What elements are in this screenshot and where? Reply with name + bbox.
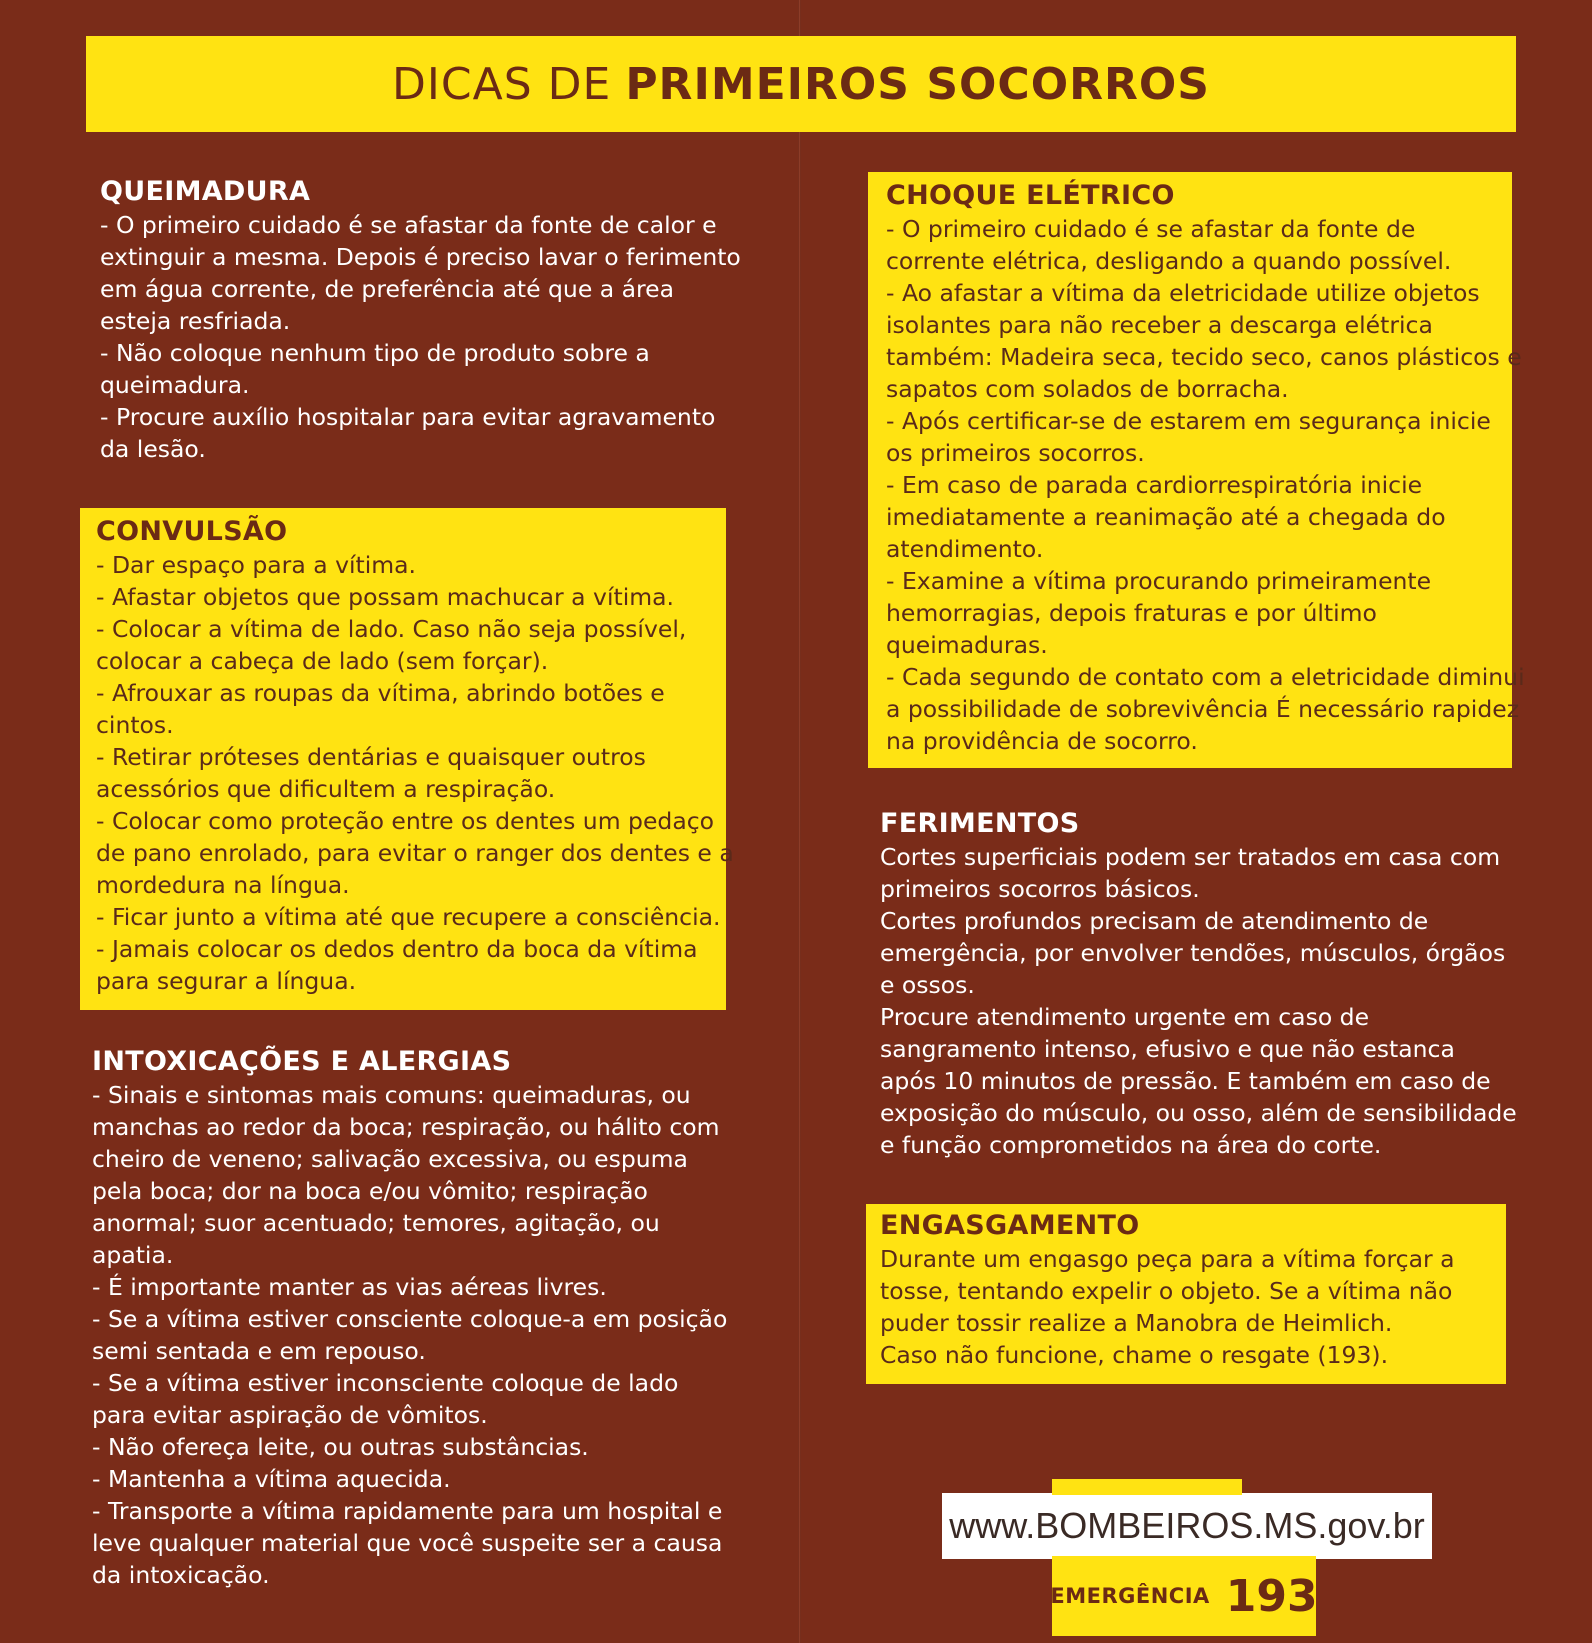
- text-line: semi sentada e em repouso.: [92, 1337, 426, 1365]
- section-heading: FERIMENTOS: [880, 808, 1080, 839]
- text-line: primeiros socorros básicos.: [880, 875, 1200, 903]
- text-line: e ossos.: [880, 971, 975, 999]
- emergency-number: 193: [1225, 1570, 1318, 1622]
- section-body: [880, 841, 1520, 1161]
- text-line: - O primeiro cuidado é se afastar da fonte de calor e: [100, 211, 717, 239]
- section-heading: CHOQUE ELÉTRICO: [886, 180, 1175, 211]
- website-url[interactable]: [942, 1493, 1432, 1559]
- text-line: Cortes superficiais podem ser tratados em casa com: [880, 843, 1501, 871]
- text-line: Procure atendimento urgente em caso de: [880, 1003, 1370, 1031]
- text-line: mordedura na língua.: [96, 871, 350, 899]
- text-line: cintos.: [96, 711, 174, 739]
- text-line: os primeiros socorros.: [886, 439, 1145, 467]
- section-heading: ENGASGAMENTO: [880, 1210, 1140, 1241]
- emergency-label: EMERGÊNCIA: [1050, 1584, 1210, 1608]
- section-body: [880, 1243, 1506, 1371]
- text-line: em água corrente, de preferência até que a área: [100, 275, 675, 303]
- section-heading: INTOXICAÇÕES E ALERGIAS: [92, 1046, 512, 1077]
- text-line: manchas ao redor da boca; respiração, ou hálito com: [92, 1113, 720, 1141]
- section-queimadura: [100, 176, 740, 465]
- text-line: - Mantenha a vítima aquecida.: [92, 1465, 451, 1493]
- text-line: imediatamente a reanimação até a chegada do: [886, 503, 1446, 531]
- text-line: cheiro de veneno; salivação excessiva, ou espuma: [92, 1145, 688, 1173]
- text-line: sapatos com solados de borracha.: [886, 375, 1289, 403]
- text-line: de pano enrolado, para evitar o ranger dos dentes e a: [96, 839, 734, 867]
- text-line: queimaduras.: [886, 631, 1048, 659]
- text-line: - Afrouxar as roupas da vítima, abrindo botões e: [96, 679, 665, 707]
- text-line: da intoxicação.: [92, 1561, 270, 1589]
- text-line: isolantes para não receber a descarga elétrica: [886, 311, 1433, 339]
- text-line: para evitar aspiração de vômitos.: [92, 1401, 488, 1429]
- text-line: Durante um engasgo peça para a vítima forçar a: [880, 1245, 1455, 1273]
- text-line: - Após certificar-se de estarem em segurança inicie: [886, 407, 1491, 435]
- section-body: [92, 1079, 752, 1591]
- section-heading: CONVULSÃO: [96, 516, 288, 547]
- text-line: anormal; suor acentuado; temores, agitação, ou: [92, 1209, 660, 1237]
- section-choque-eletrico: [868, 172, 1525, 768]
- section-body: [96, 549, 734, 997]
- text-line: - Se a vítima estiver consciente coloque-a em posição: [92, 1305, 728, 1333]
- text-line: hemorragias, depois fraturas e por último: [886, 599, 1377, 627]
- text-line: acessórios que dificultem a respiração.: [96, 775, 556, 803]
- text-line: colocar a cabeça de lado (sem forçar).: [96, 647, 549, 675]
- text-line: - Não coloque nenhum tipo de produto sobre a: [100, 339, 650, 367]
- text-line: - Examine a vítima procurando primeiramente: [886, 567, 1432, 595]
- text-line: - Em caso de parada cardiorrespiratória inicie: [886, 471, 1423, 499]
- text-line: - Colocar como proteção entre os dentes um pedaço: [96, 807, 715, 835]
- website-url-text: www.BOMBEIROS.MS.gov.br: [949, 1505, 1425, 1546]
- text-line: - O primeiro cuidado é se afastar da fonte de: [886, 215, 1416, 243]
- section-convulsao: [80, 508, 734, 1010]
- title-bold: PRIMEIROS SOCORROS: [625, 58, 1210, 110]
- text-line: - Jamais colocar os dedos dentro da boca da vítima: [96, 935, 698, 963]
- text-line: - Retirar próteses dentárias e quaisquer outros: [96, 743, 646, 771]
- text-line: - Procure auxílio hospitalar para evitar agravamento: [100, 403, 716, 431]
- title-banner: [86, 36, 1516, 132]
- text-line: da lesão.: [100, 435, 206, 463]
- text-line: também: Madeira seca, tecido seco, canos plásticos e: [886, 343, 1522, 371]
- text-line: - Dar espaço para a vítima.: [96, 551, 417, 579]
- section-engasgamento: [866, 1204, 1506, 1384]
- text-line: para segurar a língua.: [96, 967, 357, 995]
- text-line: apatia.: [92, 1241, 174, 1269]
- text-line: emergência, por envolver tendões, músculos, órgãos: [880, 939, 1506, 967]
- text-line: - Ficar junto a vítima até que recupere a consciência.: [96, 903, 721, 931]
- text-line: - Transporte a vítima rapidamente para um hospital e: [92, 1497, 723, 1525]
- section-heading: QUEIMADURA: [100, 176, 311, 207]
- text-line: - Ao afastar a vítima da eletricidade utilize objetos: [886, 279, 1480, 307]
- text-line: pela boca; dor na boca e/ou vômito; respiração: [92, 1177, 648, 1205]
- text-line: atendimento.: [886, 535, 1044, 563]
- text-line: exposição do músculo, ou osso, além de sensibilidade: [880, 1099, 1517, 1127]
- text-line: - Colocar a vítima de lado. Caso não seja possível,: [96, 615, 687, 643]
- section-ferimentos: [880, 808, 1520, 1161]
- text-line: extinguir a mesma. Depois é preciso lavar o ferimento: [100, 243, 741, 271]
- text-line: - Não ofereça leite, ou outras substâncias.: [92, 1433, 589, 1461]
- emergency-badge: [1052, 1556, 1316, 1636]
- text-line: - Sinais e sintomas mais comuns: queimaduras, ou: [92, 1081, 691, 1109]
- text-line: sangramento intenso, efusivo e que não estanca: [880, 1035, 1455, 1063]
- text-line: Cortes profundos precisam de atendimento de: [880, 907, 1429, 935]
- fold-crease: [798, 0, 801, 1643]
- text-line: e função comprometidos na área do corte.: [880, 1131, 1382, 1159]
- text-line: tosse, tentando expelir o objeto. Se a vítima não: [880, 1277, 1453, 1305]
- section-intoxicacoes: [92, 1046, 752, 1591]
- text-line: Caso não funcione, chame o resgate (193).: [880, 1341, 1389, 1369]
- section-body: [100, 209, 740, 465]
- text-line: - É importante manter as vias aéreas livres.: [92, 1273, 607, 1301]
- text-line: leve qualquer material que você suspeite ser a causa: [92, 1529, 723, 1557]
- text-line: após 10 minutos de pressão. E também em caso de: [880, 1067, 1491, 1095]
- text-line: - Se a vítima estiver inconsciente coloque de lado: [92, 1369, 679, 1397]
- text-line: esteja resfriada.: [100, 307, 291, 335]
- text-line: puder tossir realize a Manobra de Heimlich.: [880, 1309, 1393, 1337]
- text-line: a possibilidade de sobrevivência É necessário rapidez: [886, 695, 1520, 723]
- text-line: corrente elétrica, desligando a quando possível.: [886, 247, 1452, 275]
- text-line: na providência de socorro.: [886, 727, 1198, 755]
- text-line: - Cada segundo de contato com a eletricidade diminui: [886, 663, 1525, 691]
- text-line: queimadura.: [100, 371, 250, 399]
- section-body: [886, 213, 1525, 757]
- text-line: - Afastar objetos que possam machucar a vítima.: [96, 583, 674, 611]
- title-light: DICAS DE: [392, 58, 612, 110]
